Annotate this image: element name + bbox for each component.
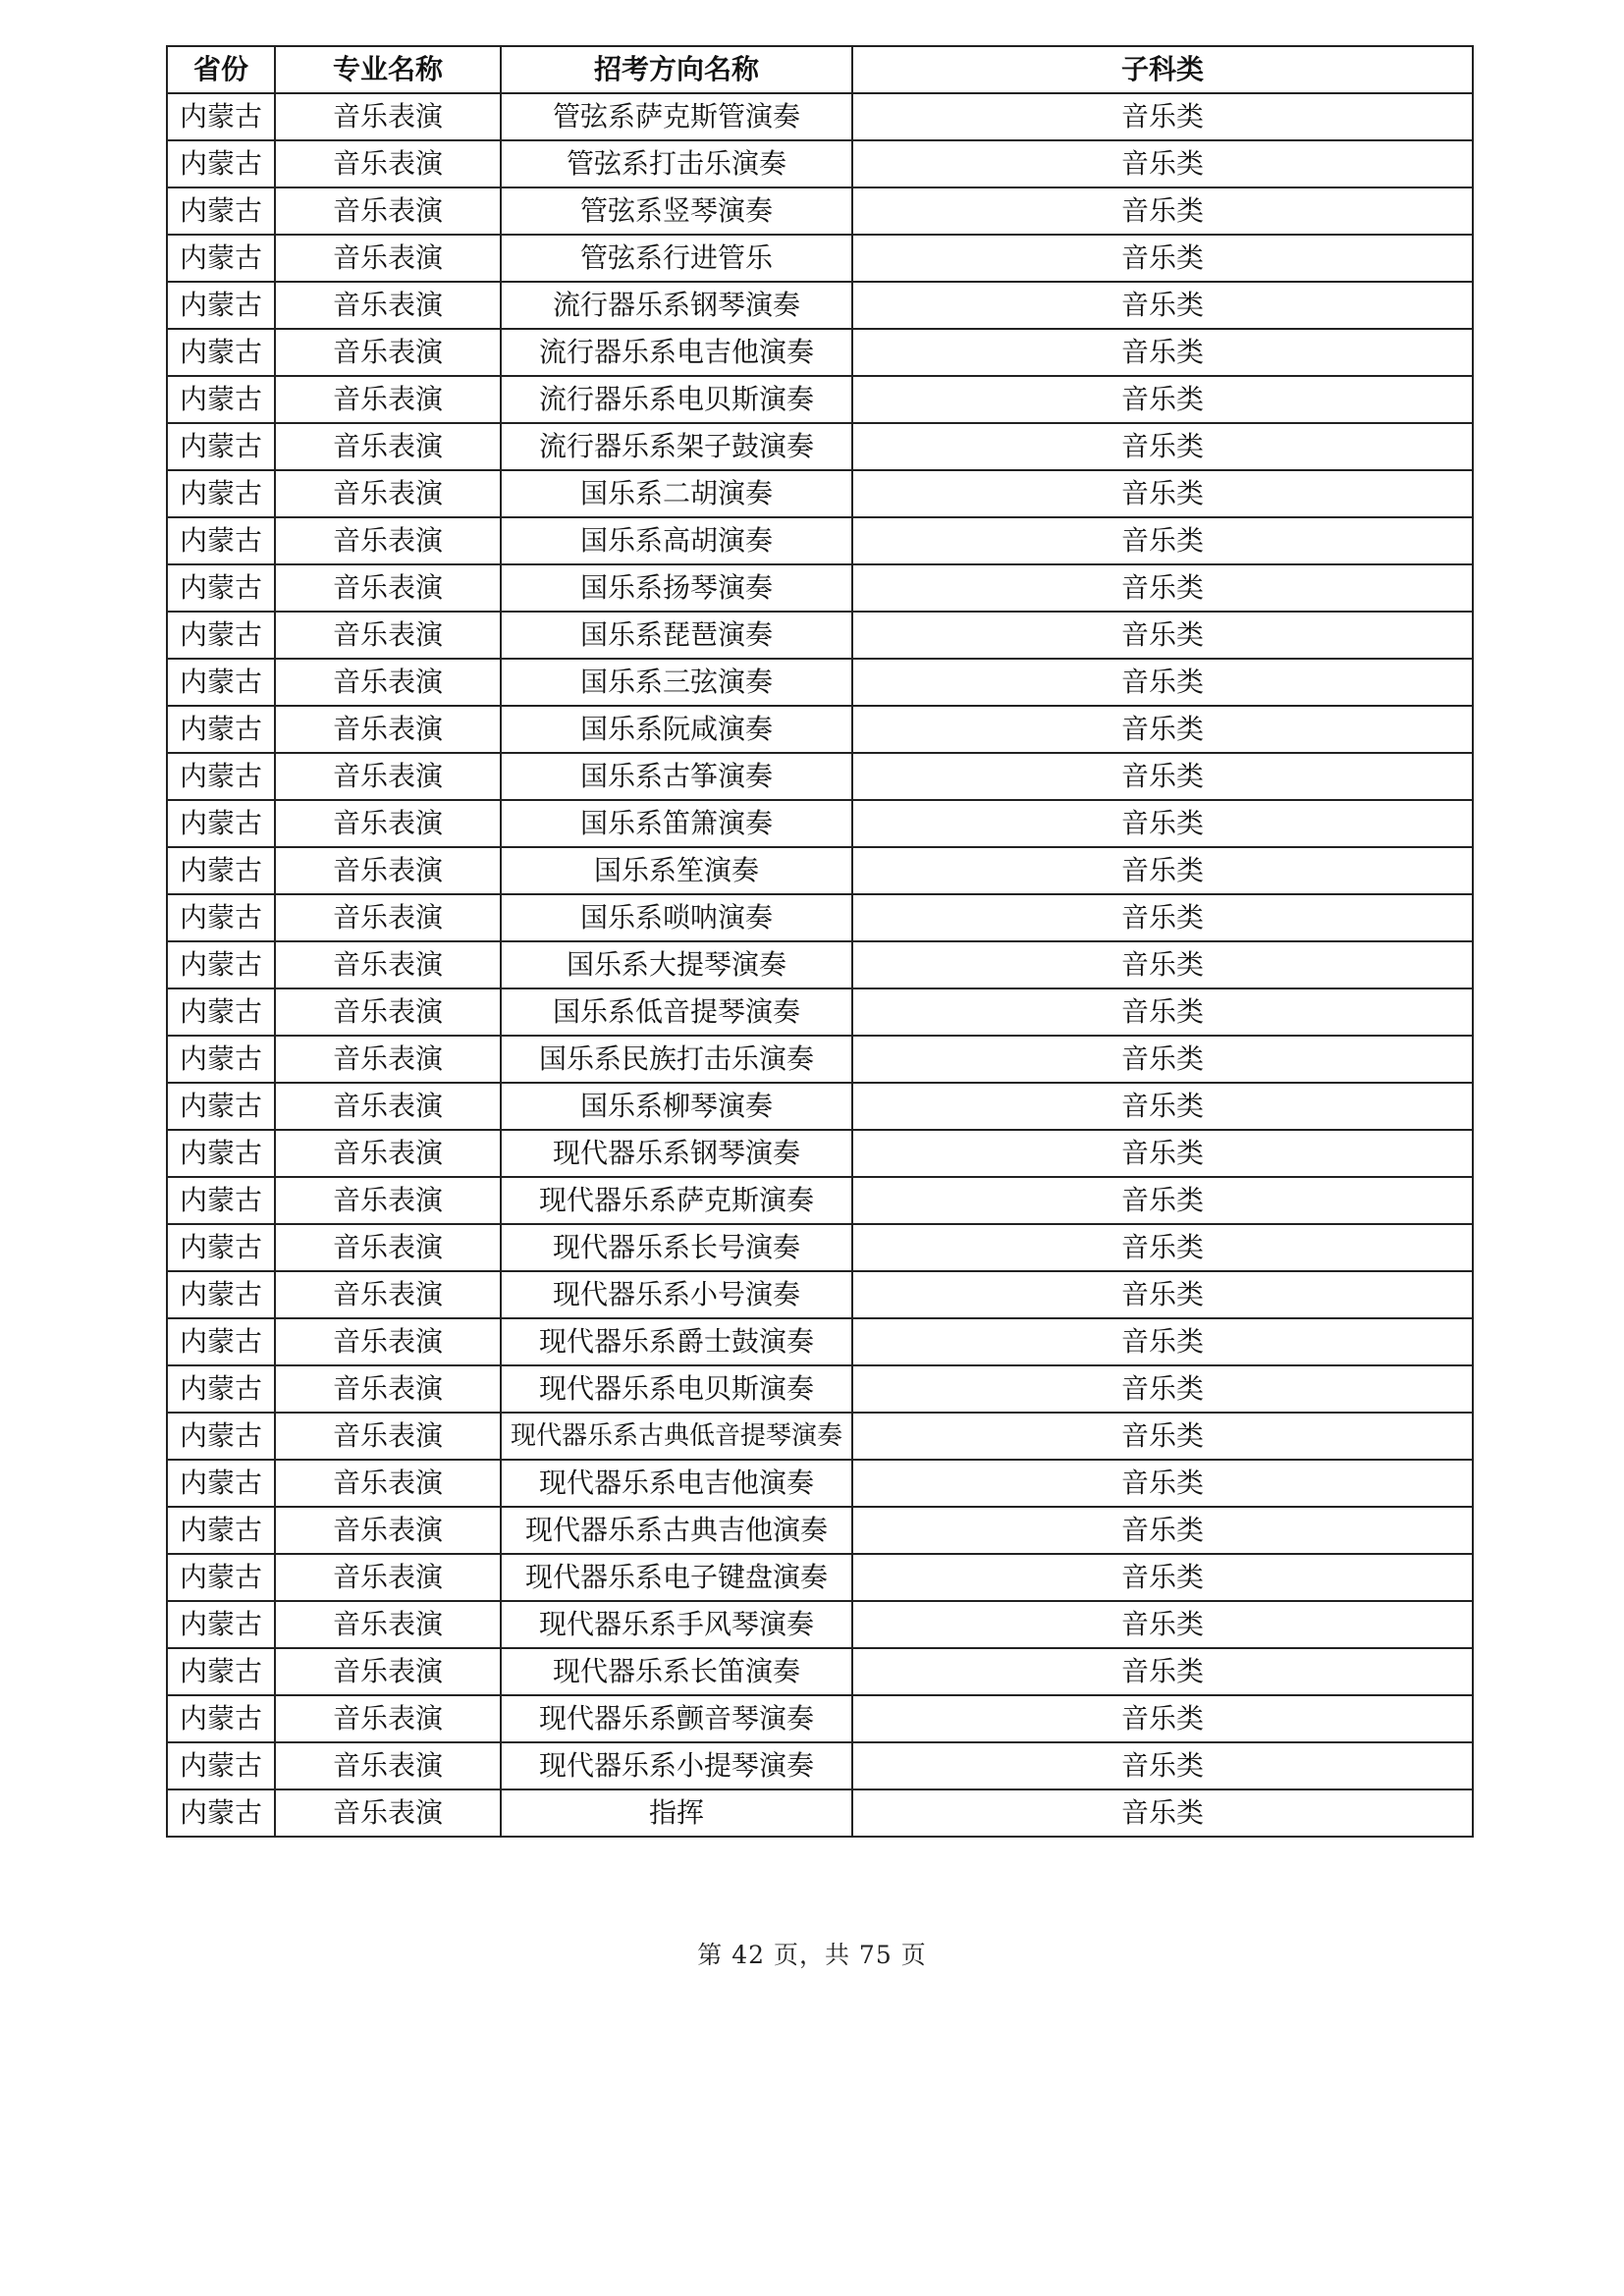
- table-row: [167, 1036, 1473, 1083]
- subcategory-cell: 音乐类: [852, 1130, 1473, 1177]
- major-name-cell: 音乐表演: [275, 1177, 501, 1224]
- major-name-cell: 音乐表演: [275, 235, 501, 282]
- subcategory-cell: 音乐类: [852, 329, 1473, 376]
- subcategory-cell: 音乐类: [852, 941, 1473, 988]
- table-row: [167, 282, 1473, 329]
- major-name-cell: 音乐表演: [275, 1789, 501, 1837]
- direction-name-cell: 现代器乐系长号演奏: [501, 1224, 852, 1271]
- direction-name-cell: 流行器乐系电吉他演奏: [501, 329, 852, 376]
- direction-name-cell: 现代器乐系电子键盘演奏: [501, 1554, 852, 1601]
- major-name-cell: 音乐表演: [275, 1695, 501, 1742]
- province-cell: 内蒙古: [167, 894, 275, 941]
- table-row: [167, 376, 1473, 423]
- subcategory-cell: 音乐类: [852, 706, 1473, 753]
- table-row: [167, 564, 1473, 612]
- province-cell: 内蒙古: [167, 564, 275, 612]
- direction-name-cell: 流行器乐系架子鼓演奏: [501, 423, 852, 470]
- direction-name-cell: 国乐系阮咸演奏: [501, 706, 852, 753]
- province-cell: 内蒙古: [167, 1271, 275, 1318]
- major-name-cell: 音乐表演: [275, 1130, 501, 1177]
- province-cell: 内蒙古: [167, 1224, 275, 1271]
- table-body: [167, 93, 1473, 1837]
- direction-name-cell: 管弦系打击乐演奏: [501, 140, 852, 187]
- subcategory-cell: 音乐类: [852, 1742, 1473, 1789]
- subcategory-cell: 音乐类: [852, 847, 1473, 894]
- table-row: [167, 659, 1473, 706]
- major-name-cell: 音乐表演: [275, 988, 501, 1036]
- major-name-cell: 音乐表演: [275, 894, 501, 941]
- major-name-cell: 音乐表演: [275, 564, 501, 612]
- table-row: [167, 423, 1473, 470]
- direction-name-cell: 国乐系扬琴演奏: [501, 564, 852, 612]
- table-row: [167, 1507, 1473, 1554]
- subcategory-cell: 音乐类: [852, 1318, 1473, 1365]
- subcategory-cell: 音乐类: [852, 235, 1473, 282]
- direction-name-cell: 国乐系低音提琴演奏: [501, 988, 852, 1036]
- table-row: [167, 706, 1473, 753]
- direction-name-cell: 现代器乐系颤音琴演奏: [501, 1695, 852, 1742]
- table-row: [167, 1789, 1473, 1837]
- direction-name-cell: 国乐系大提琴演奏: [501, 941, 852, 988]
- direction-name-cell: 国乐系高胡演奏: [501, 517, 852, 564]
- direction-name-cell: 现代器乐系爵士鼓演奏: [501, 1318, 852, 1365]
- subcategory-cell: 音乐类: [852, 1083, 1473, 1130]
- major-name-cell: 音乐表演: [275, 659, 501, 706]
- subcategory-cell: 音乐类: [852, 612, 1473, 659]
- subcategory-cell: 音乐类: [852, 517, 1473, 564]
- direction-name-cell: 流行器乐系电贝斯演奏: [501, 376, 852, 423]
- direction-name-cell: 现代器乐系小号演奏: [501, 1271, 852, 1318]
- province-cell: 内蒙古: [167, 941, 275, 988]
- major-name-cell: 音乐表演: [275, 1413, 501, 1460]
- province-cell: 内蒙古: [167, 1318, 275, 1365]
- subcategory-cell: 音乐类: [852, 282, 1473, 329]
- province-cell: 内蒙古: [167, 1554, 275, 1601]
- major-name-cell: 音乐表演: [275, 1271, 501, 1318]
- header-province: 省份: [167, 46, 275, 93]
- table-row: [167, 1648, 1473, 1695]
- subcategory-cell: 音乐类: [852, 988, 1473, 1036]
- subcategory-cell: 音乐类: [852, 1695, 1473, 1742]
- major-name-cell: 音乐表演: [275, 1318, 501, 1365]
- subcategory-cell: 音乐类: [852, 800, 1473, 847]
- table-row: [167, 235, 1473, 282]
- table-row: [167, 612, 1473, 659]
- table-header-row: [167, 46, 1473, 93]
- direction-name-cell: 现代器乐系古典低音提琴演奏: [501, 1413, 852, 1460]
- province-cell: 内蒙古: [167, 988, 275, 1036]
- table-row: [167, 1318, 1473, 1365]
- subcategory-cell: 音乐类: [852, 1460, 1473, 1507]
- table-row: [167, 1695, 1473, 1742]
- major-name-cell: 音乐表演: [275, 1507, 501, 1554]
- subcategory-cell: 音乐类: [852, 187, 1473, 235]
- province-cell: 内蒙古: [167, 1507, 275, 1554]
- direction-name-cell: 国乐系三弦演奏: [501, 659, 852, 706]
- direction-name-cell: 国乐系琵琶演奏: [501, 612, 852, 659]
- major-name-cell: 音乐表演: [275, 423, 501, 470]
- table-row: [167, 470, 1473, 517]
- subcategory-cell: 音乐类: [852, 659, 1473, 706]
- direction-name-cell: 管弦系萨克斯管演奏: [501, 93, 852, 140]
- province-cell: 内蒙古: [167, 847, 275, 894]
- province-cell: 内蒙古: [167, 1742, 275, 1789]
- major-name-cell: 音乐表演: [275, 847, 501, 894]
- subcategory-cell: 音乐类: [852, 1365, 1473, 1413]
- province-cell: 内蒙古: [167, 1036, 275, 1083]
- direction-name-cell: 现代器乐系长笛演奏: [501, 1648, 852, 1695]
- direction-name-cell: 国乐系唢呐演奏: [501, 894, 852, 941]
- direction-name-cell: 现代器乐系手风琴演奏: [501, 1601, 852, 1648]
- province-cell: 内蒙古: [167, 1789, 275, 1837]
- table-row: [167, 517, 1473, 564]
- major-name-cell: 音乐表演: [275, 470, 501, 517]
- major-name-cell: 音乐表演: [275, 800, 501, 847]
- direction-name-cell: 现代器乐系钢琴演奏: [501, 1130, 852, 1177]
- province-cell: 内蒙古: [167, 1695, 275, 1742]
- page-number-footer: 第 42 页，共 75 页: [697, 1941, 927, 1969]
- subcategory-cell: 音乐类: [852, 1413, 1473, 1460]
- header-major-name: 专业名称: [275, 46, 501, 93]
- major-name-cell: 音乐表演: [275, 1365, 501, 1413]
- table-row: [167, 1365, 1473, 1413]
- direction-name-cell: 国乐系笙演奏: [501, 847, 852, 894]
- direction-name-cell: 指挥: [501, 1789, 852, 1837]
- province-cell: 内蒙古: [167, 706, 275, 753]
- major-name-cell: 音乐表演: [275, 753, 501, 800]
- subcategory-cell: 音乐类: [852, 140, 1473, 187]
- subcategory-cell: 音乐类: [852, 753, 1473, 800]
- table-row: [167, 1224, 1473, 1271]
- subcategory-cell: 音乐类: [852, 376, 1473, 423]
- table-row: [167, 894, 1473, 941]
- subcategory-cell: 音乐类: [852, 1648, 1473, 1695]
- province-cell: 内蒙古: [167, 1648, 275, 1695]
- major-name-cell: 音乐表演: [275, 1601, 501, 1648]
- table-row: [167, 1601, 1473, 1648]
- province-cell: 内蒙古: [167, 423, 275, 470]
- province-cell: 内蒙古: [167, 659, 275, 706]
- province-cell: 内蒙古: [167, 1460, 275, 1507]
- direction-name-cell: 国乐系民族打击乐演奏: [501, 1036, 852, 1083]
- province-cell: 内蒙古: [167, 140, 275, 187]
- direction-name-cell: 国乐系二胡演奏: [501, 470, 852, 517]
- table-row: [167, 329, 1473, 376]
- province-cell: 内蒙古: [167, 1601, 275, 1648]
- major-name-cell: 音乐表演: [275, 282, 501, 329]
- major-name-cell: 音乐表演: [275, 1742, 501, 1789]
- table-row: [167, 140, 1473, 187]
- province-cell: 内蒙古: [167, 612, 275, 659]
- major-name-cell: 音乐表演: [275, 1554, 501, 1601]
- major-name-cell: 音乐表演: [275, 1460, 501, 1507]
- table-row: [167, 1554, 1473, 1601]
- major-name-cell: 音乐表演: [275, 1224, 501, 1271]
- direction-name-cell: 国乐系古筝演奏: [501, 753, 852, 800]
- subcategory-cell: 音乐类: [852, 1507, 1473, 1554]
- subcategory-cell: 音乐类: [852, 1554, 1473, 1601]
- province-cell: 内蒙古: [167, 753, 275, 800]
- subcategory-cell: 音乐类: [852, 1271, 1473, 1318]
- major-name-cell: 音乐表演: [275, 93, 501, 140]
- province-cell: 内蒙古: [167, 1413, 275, 1460]
- direction-name-cell: 现代器乐系萨克斯演奏: [501, 1177, 852, 1224]
- province-cell: 内蒙古: [167, 376, 275, 423]
- table-row: [167, 847, 1473, 894]
- subcategory-cell: 音乐类: [852, 564, 1473, 612]
- direction-name-cell: 现代器乐系电吉他演奏: [501, 1460, 852, 1507]
- direction-name-cell: 现代器乐系古典吉他演奏: [501, 1507, 852, 1554]
- province-cell: 内蒙古: [167, 93, 275, 140]
- direction-name-cell: 流行器乐系钢琴演奏: [501, 282, 852, 329]
- subcategory-cell: 音乐类: [852, 894, 1473, 941]
- province-cell: 内蒙古: [167, 235, 275, 282]
- subcategory-cell: 音乐类: [852, 1601, 1473, 1648]
- table-row: [167, 800, 1473, 847]
- table-row: [167, 1130, 1473, 1177]
- direction-name-cell: 国乐系笛箫演奏: [501, 800, 852, 847]
- province-cell: 内蒙古: [167, 187, 275, 235]
- province-cell: 内蒙古: [167, 517, 275, 564]
- table-row: [167, 988, 1473, 1036]
- table-row: [167, 1271, 1473, 1318]
- major-name-cell: 音乐表演: [275, 187, 501, 235]
- major-name-cell: 音乐表演: [275, 140, 501, 187]
- direction-name-cell: 现代器乐系电贝斯演奏: [501, 1365, 852, 1413]
- subcategory-cell: 音乐类: [852, 1036, 1473, 1083]
- province-cell: 内蒙古: [167, 1177, 275, 1224]
- enrollment-table: [166, 45, 1474, 1838]
- subcategory-cell: 音乐类: [852, 470, 1473, 517]
- subcategory-cell: 音乐类: [852, 1177, 1473, 1224]
- direction-name-cell: 管弦系行进管乐: [501, 235, 852, 282]
- province-cell: 内蒙古: [167, 800, 275, 847]
- table-row: [167, 1177, 1473, 1224]
- table-row: [167, 93, 1473, 140]
- table-row: [167, 941, 1473, 988]
- province-cell: 内蒙古: [167, 1130, 275, 1177]
- subcategory-cell: 音乐类: [852, 1789, 1473, 1837]
- major-name-cell: 音乐表演: [275, 706, 501, 753]
- table-row: [167, 1083, 1473, 1130]
- table-row: [167, 1413, 1473, 1460]
- table-row: [167, 1742, 1473, 1789]
- major-name-cell: 音乐表演: [275, 941, 501, 988]
- subcategory-cell: 音乐类: [852, 423, 1473, 470]
- major-name-cell: 音乐表演: [275, 1648, 501, 1695]
- province-cell: 内蒙古: [167, 470, 275, 517]
- major-name-cell: 音乐表演: [275, 517, 501, 564]
- province-cell: 内蒙古: [167, 1083, 275, 1130]
- province-cell: 内蒙古: [167, 282, 275, 329]
- header-subcategory: 子科类: [852, 46, 1473, 93]
- province-cell: 内蒙古: [167, 329, 275, 376]
- major-name-cell: 音乐表演: [275, 1036, 501, 1083]
- table-row: [167, 187, 1473, 235]
- major-name-cell: 音乐表演: [275, 376, 501, 423]
- table-row: [167, 753, 1473, 800]
- header-direction-name: 招考方向名称: [501, 46, 852, 93]
- table-row: [167, 1460, 1473, 1507]
- major-name-cell: 音乐表演: [275, 612, 501, 659]
- major-name-cell: 音乐表演: [275, 329, 501, 376]
- subcategory-cell: 音乐类: [852, 93, 1473, 140]
- direction-name-cell: 国乐系柳琴演奏: [501, 1083, 852, 1130]
- subcategory-cell: 音乐类: [852, 1224, 1473, 1271]
- direction-name-cell: 现代器乐系小提琴演奏: [501, 1742, 852, 1789]
- major-name-cell: 音乐表演: [275, 1083, 501, 1130]
- direction-name-cell: 管弦系竖琴演奏: [501, 187, 852, 235]
- province-cell: 内蒙古: [167, 1365, 275, 1413]
